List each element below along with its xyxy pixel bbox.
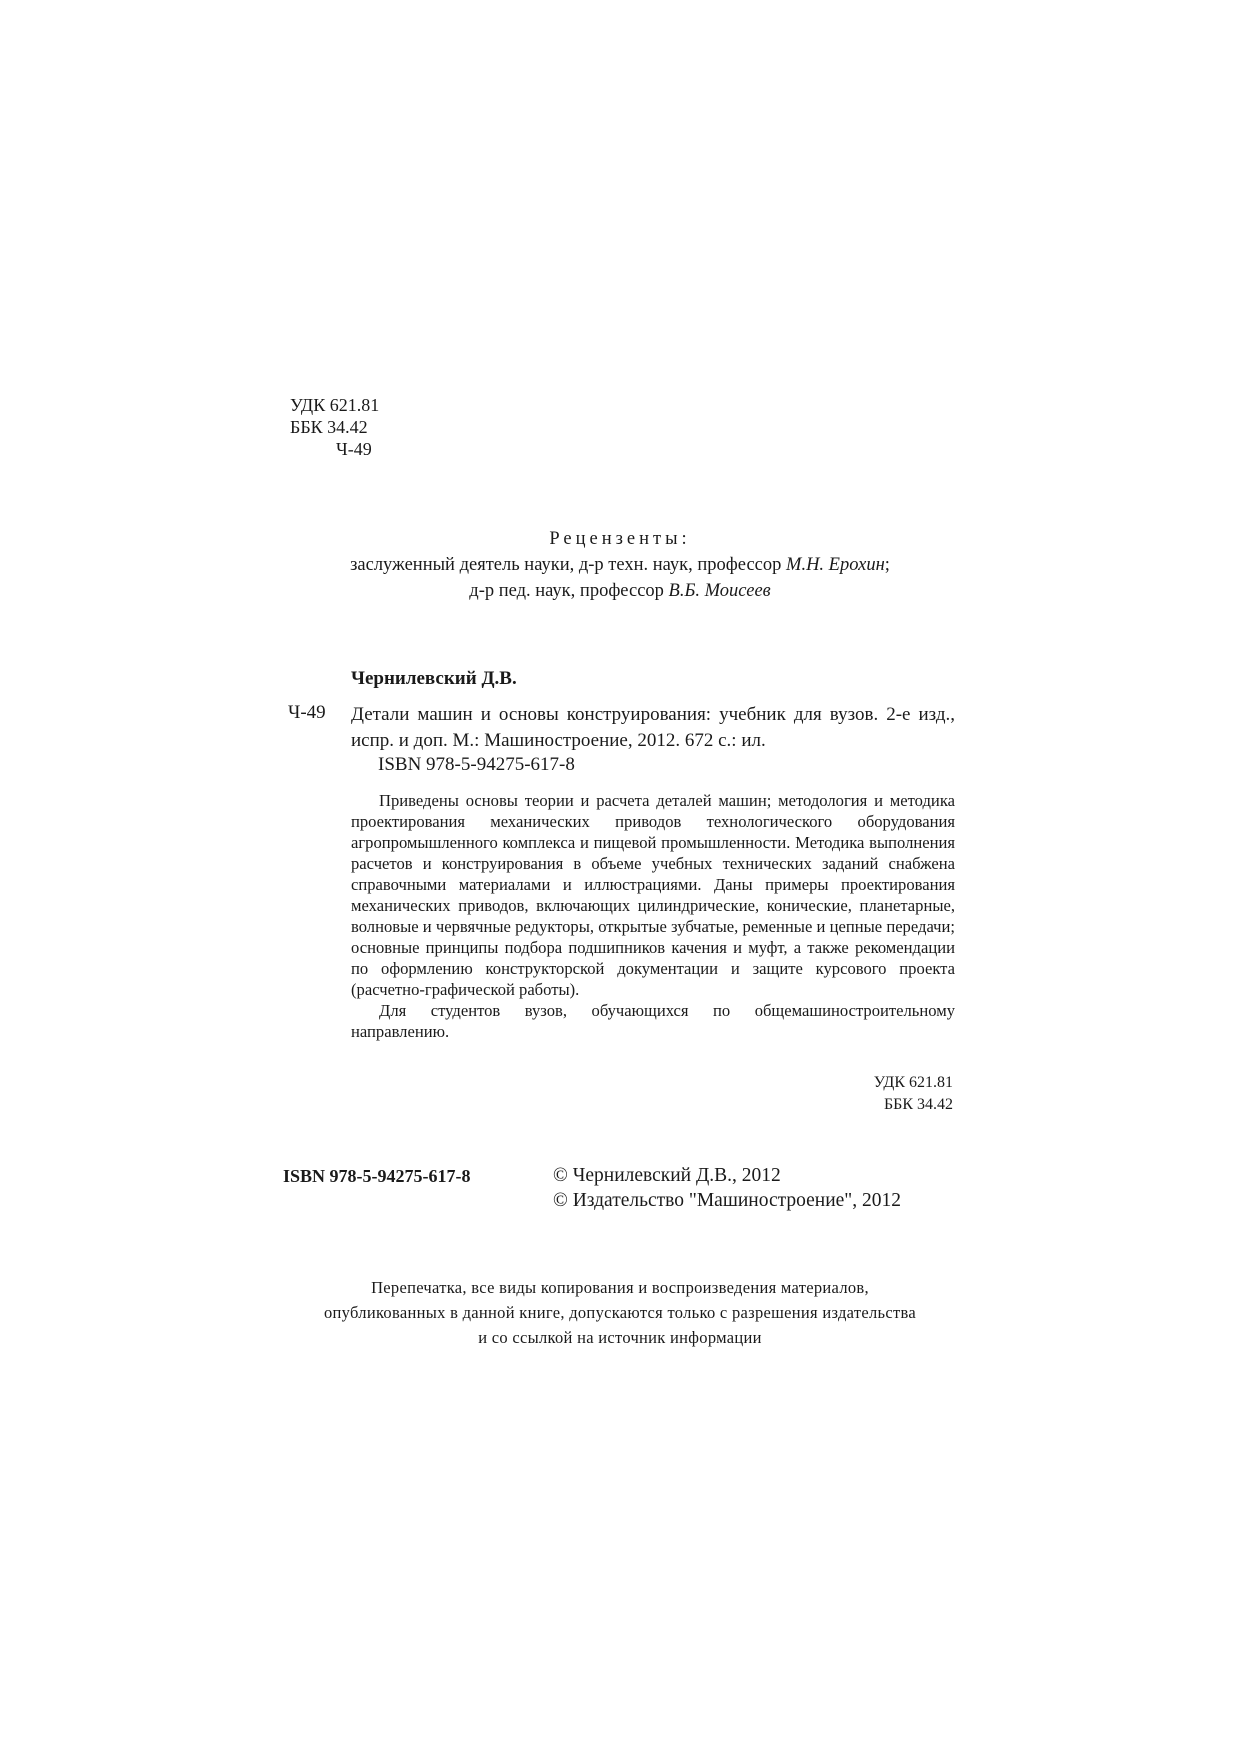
- reprint-line-2: опубликованных в данной книге, допускаются только с разрешения издательства: [323, 1303, 917, 1322]
- reviewer-1-suffix: ;: [884, 555, 890, 575]
- reprint-line-1: Перепечатка, все виды копирования и воспроизведения материалов,: [371, 1278, 869, 1297]
- copyright-author: © Чернилевский Д.В., 2012: [553, 1165, 781, 1186]
- catalog-codes: [800, 1072, 953, 1116]
- copyright-block: [553, 1163, 901, 1213]
- udk-code: УДК 621.81: [290, 395, 380, 415]
- catalog-isbn: ISBN 978-5-94275-617-8: [378, 754, 575, 775]
- reprint-notice: [0, 1275, 1240, 1350]
- reviewers-block: [0, 526, 1240, 604]
- author-mark: Ч-49: [336, 439, 372, 459]
- catalog-udk: УДК 621.81: [873, 1074, 953, 1091]
- reviewer-2-name: В.Б. Моисеев: [668, 581, 771, 601]
- reviewer-2-title: д-р пед. наук, профессор: [469, 581, 669, 601]
- annotation-paragraph-2: Для студентов вузов, обучающихся по общемашиностроительному направлению.: [351, 1001, 955, 1041]
- reviewer-line-1: [0, 552, 1240, 578]
- reviewer-line-2: [0, 578, 1240, 604]
- catalog-author: Чернилевский Д.В.: [351, 668, 517, 689]
- reviewers-heading: Рецензенты:: [549, 529, 691, 549]
- header-codes: [290, 394, 379, 460]
- catalog-bbk: ББК 34.42: [883, 1096, 953, 1113]
- reprint-line-3: и со ссылкой на источник информации: [478, 1328, 762, 1347]
- reviewer-1-name: М.Н. Ерохин: [786, 555, 885, 575]
- reviewer-1-title: заслуженный деятель науки, д-р техн. наук, профессор: [350, 555, 787, 575]
- catalog-mark: Ч-49: [288, 702, 326, 723]
- annotation-paragraph-1: Приведены основы теории и расчета деталей машин; методология и методика проектирования механических приводов технологического оборудования агропромышленного комплекса и пищевой промышленности. Методика выполнения расчетов и конструирования в объеме учебных технических заданий снабжена справочными материалами и иллюстрациями. Даны примеры проектирования механических приводов, включающих цилиндрические, конические, планетарные, волновые и червячные редукторы, открытые зубчатые, ременные и цепные передачи; основные принципы подбора подшипников качения и муфт, а также рекомендации по оформлению конструкторской документации и защите курсового проекта (расчетно-графической работы).: [351, 791, 955, 999]
- catalog-description: Детали машин и основы конструирования: учебник для вузов. 2-е изд., испр. и доп. М.: Машиностроение, 2012. 672 с.: ил.: [351, 704, 955, 751]
- footer-isbn: ISBN 978-5-94275-617-8: [283, 1166, 471, 1186]
- bbk-code: ББК 34.42: [290, 417, 368, 437]
- copyright-publisher: © Издательство "Машиностроение", 2012: [553, 1190, 901, 1211]
- annotation: [351, 790, 955, 1042]
